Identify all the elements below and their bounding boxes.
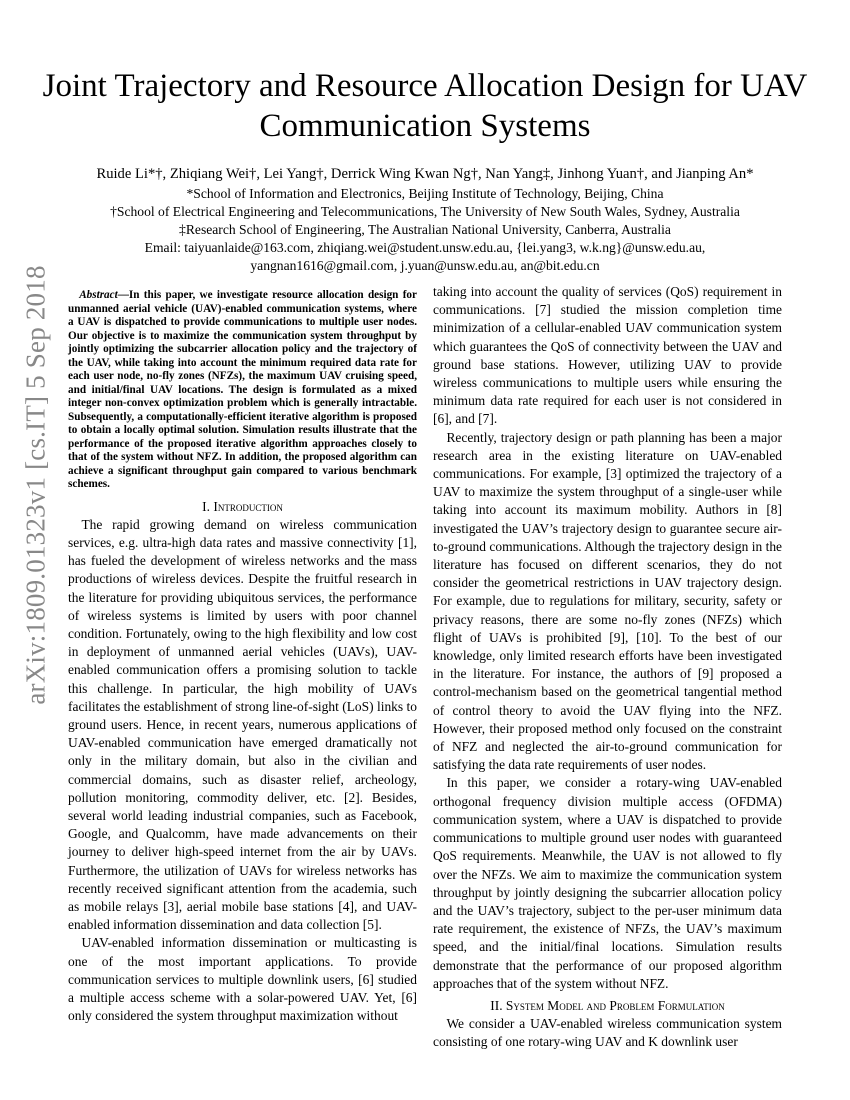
intro-paragraph-2: UAV-enabled information dissemination or multicasting is one of the most important applications. To provide communication services to multiple downlink users, [6] studied a multiple access scheme with a solar-powered UAV. Yet, [6] only considered the system throughput maximization without bbox=[68, 935, 417, 1024]
abstract-text: —In this paper, we investigate resource allocation design for unmanned aerial vehicle (UAV)-enabled communication systems, where a UAV is dispatched to provide communications to multiple user nodes. Our objective is to maximize the communication system throughput by jointly optimizing the subcarrier allocation policy and the trajectory of the UAV, while taking into account the minimum required data rate for each user node, no-fly zones (NFZs), the maximum UAV cruising speed, and initial/final UAV locations. The design is formulated as a mixed integer non-convex optimization problem which is generally intractable. Subsequently, a computationally-efficient iterative algorithm is proposed to obtain a locally optimal solution. Simulation results illustrate that the performance of the proposed iterative algorithm approaches closely to that of the system without NFZ. In addition, the proposed algorithm can achieve a significant throughput gain compared to various benchmark schemes. bbox=[68, 289, 417, 490]
abstract bbox=[68, 289, 417, 492]
right-paragraph-1: taking into account the quality of services (QoS) requirement in communications. [7] studied the mission completion time minimization of a cellular-enabled UAV communication system which guarantees the QoS of connectivity between the UAV and ground base stations. However, utilizing UAV to provide wireless communications to multiple users while ensuring the minimum data rate required for each user is not considered in [6], and [7]. bbox=[433, 284, 782, 427]
section-heading-system-model: II. System Model and Problem Formulation bbox=[490, 997, 725, 1013]
arxiv-identifier-text: arXiv:1809.01323v1 [cs.IT] 5 Sep 2018 bbox=[20, 265, 51, 705]
author-list: Ruide Li*†, Zhiqiang Wei†, Lei Yang†, Derrick Wing Kwan Ng†, Nan Yang‡, Jinhong Yuan†, and Jianping An* bbox=[96, 166, 754, 182]
paper-title: Joint Trajectory and Resource Allocation Design for UAV Communication Systems bbox=[42, 68, 808, 144]
intro-paragraph-1: The rapid growing demand on wireless communication services, e.g. ultra-high data rates and massive connectivity [1], has fueled the development of wireless networks and the mass productions of wireless devices. Despite the fruitful research in the literature for providing ubiquitous services, the performance of wireless systems is limited by users with poor channel condition. Fortunately, owing to the high flexibility and low cost in deployment of unmanned aerial vehicles (UAVs), UAV-enabled communication offers a promising solution to tackle this challenge. In particular, the high mobility of UAVs facilitates the establishment of strong line-of-sight (LoS) links to ground users. Hence, in recent years, numerous applications of UAV-enabled communication have emerged dramatically not only in the military domain, but also in the civilian and commercial domains, such as disaster relief, archeology, pollution monitoring, commodity deliver, etc. [2]. Besides, several world leading industrial companies, such as Facebook, Google, and Qualcomm, have made advancements on their journey to deliver high-speed internet from the air by UAVs. Furthermore, the utilization of UAVs for wireless networks has recently received significant attention from the academia, such as mobile relays [3], aerial mobile base stations [4], and UAV-enabled information dissemination and data collection [5]. bbox=[68, 516, 417, 933]
section-heading-introduction: I. Introduction bbox=[202, 498, 283, 514]
right-paragraph-3: In this paper, we consider a rotary-wing UAV-enabled orthogonal frequency division multiple access (OFDMA) communication system, where a UAV is dispatched to provide communications to multiple ground user nodes with guaranteed QoS requirements. Meanwhile, the UAV is not allowed to fly over the NFZs. We aim to maximize the communication system throughput by jointly designing the subcarrier allocation policy and the UAV’s trajectory, subject to the per-user minimum data rate requirement, the existence of NFZs, the UAV’s maximum speed, and the initial/final locations. Simulation results demonstrate that the performance of our proposed algorithm approaches that of the system without NFZ. bbox=[433, 775, 782, 991]
affiliation-unsw: †School of Electrical Engineering and Telecommunications, The University of New South Wales, Sydney, Australia bbox=[110, 204, 740, 219]
arxiv-identifier bbox=[14, 265, 58, 705]
right-paragraph-2: Recently, trajectory design or path planning has been a major research area in the existing literature on UAV-enabled communications. For example, [3] optimized the trajectory of a UAV to maximize the system throughput of a single-user while taking into account its maximum mobility. Authors in [8] investigated the UAV’s trajectory design to guarantee secure air-to-ground communications. Although the trajectory design in the literature has focused on different scenarios, they do not consider the geometrical restrictions in UAV trajectory design. For example, due to regulations for military, security, safety or privacy reasons, there are some no-fly zones (NFZs) which flight of UAVs is prohibited [9], [10]. To the best of our knowledge, only limited research efforts have been investigated in the literature. For instance, the authors of [9] proposed a control-mechanism based on the geometrical tangential method of control theory to avoid the UAV flying into the NFZ. However, their proposed method only focused on the constraint of NFZ and neglected the air-to-ground communication for satisfying the data rate requirements of user nodes. bbox=[433, 429, 782, 773]
right-column bbox=[433, 283, 782, 1052]
email-line-2: yangnan1616@gmail.com, j.yuan@unsw.edu.au, an@bit.edu.cn bbox=[250, 258, 600, 273]
left-column bbox=[68, 283, 417, 1025]
email-line-1: Email: taiyuanlaide@163.com, zhiqiang.wei@student.unsw.edu.au, {lei.yang3, w.k.ng}@unsw.edu.au, bbox=[144, 240, 706, 255]
abstract-lead: Abstract bbox=[79, 289, 118, 301]
affiliation-anu: ‡Research School of Engineering, The Australian National University, Canberra, Australia bbox=[179, 222, 671, 237]
affiliation-bit: *School of Information and Electronics, Beijing Institute of Technology, Beijing, China bbox=[186, 186, 664, 201]
system-model-paragraph: We consider a UAV-enabled wireless communication system consisting of one rotary-wing UAV and K downlink user bbox=[433, 1016, 782, 1050]
